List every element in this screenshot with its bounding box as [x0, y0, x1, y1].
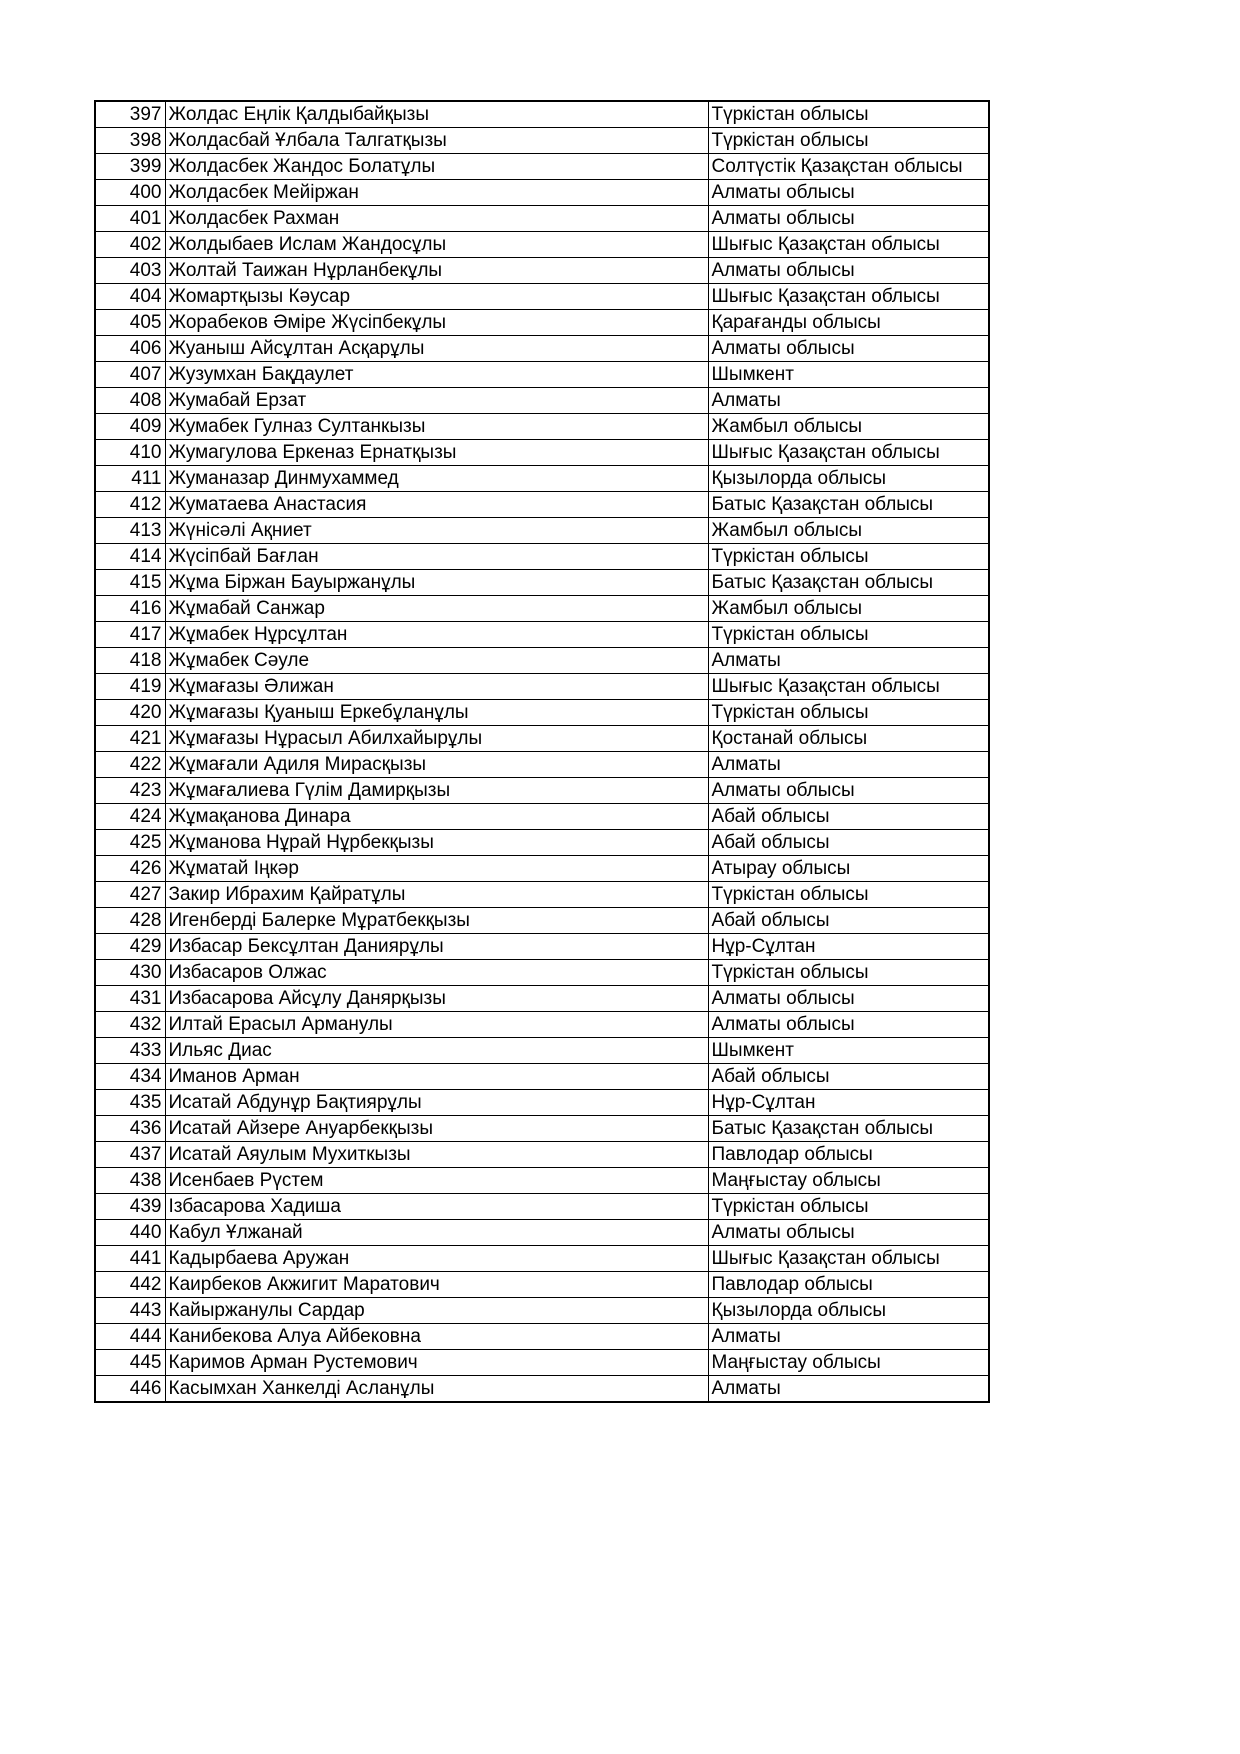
region-cell: Нұр-Сұлтан: [708, 934, 989, 960]
table-row: [95, 622, 989, 648]
full-name-cell: Жолтай Таижан Нұрланбекұлы: [165, 258, 708, 284]
full-name-cell: Жумабек Гулназ Султанкызы: [165, 414, 708, 440]
region-cell: Қостанай облысы: [708, 726, 989, 752]
row-number-cell: 440: [95, 1220, 165, 1246]
row-number-cell: 437: [95, 1142, 165, 1168]
region-cell: Шығыс Қазақстан облысы: [708, 440, 989, 466]
table-row: [95, 101, 989, 128]
table-row: [95, 518, 989, 544]
region-cell: Түркістан облысы: [708, 128, 989, 154]
region-cell: Шығыс Қазақстан облысы: [708, 232, 989, 258]
region-cell: Шығыс Қазақстан облысы: [708, 674, 989, 700]
table-row: [95, 1142, 989, 1168]
full-name-cell: Жұмағазы Қуаныш Еркебұланұлы: [165, 700, 708, 726]
region-cell: Маңғыстау облысы: [708, 1350, 989, 1376]
full-name-cell: Ильяс Диас: [165, 1038, 708, 1064]
full-name-cell: Иманов Арман: [165, 1064, 708, 1090]
region-cell: Маңғыстау облысы: [708, 1168, 989, 1194]
row-number-cell: 406: [95, 336, 165, 362]
row-number-cell: 446: [95, 1376, 165, 1403]
row-number-cell: 438: [95, 1168, 165, 1194]
region-cell: Түркістан облысы: [708, 700, 989, 726]
table-row: [95, 882, 989, 908]
full-name-cell: Жолдасбек Жандос Болатұлы: [165, 154, 708, 180]
region-cell: Алматы: [708, 752, 989, 778]
row-number-cell: 433: [95, 1038, 165, 1064]
full-name-cell: Закир Ибрахим Қайратұлы: [165, 882, 708, 908]
table-row: [95, 1220, 989, 1246]
full-name-cell: Жолдасбек Рахман: [165, 206, 708, 232]
row-number-cell: 403: [95, 258, 165, 284]
full-name-cell: Жумабай Ерзат: [165, 388, 708, 414]
region-cell: Абай облысы: [708, 830, 989, 856]
row-number-cell: 414: [95, 544, 165, 570]
table-row: [95, 1298, 989, 1324]
region-cell: Абай облысы: [708, 908, 989, 934]
full-name-cell: Канибекова Алуа Айбековна: [165, 1324, 708, 1350]
full-name-cell: Жумагулова Еркеназ Ернатқызы: [165, 440, 708, 466]
table-row: [95, 492, 989, 518]
row-number-cell: 441: [95, 1246, 165, 1272]
full-name-cell: Жузумхан Бақдаулет: [165, 362, 708, 388]
region-cell: Алматы облысы: [708, 206, 989, 232]
region-cell: Шымкент: [708, 1038, 989, 1064]
table-row: [95, 726, 989, 752]
full-name-cell: Жолдас Еңлік Қалдыбайқызы: [165, 101, 708, 128]
table-row: [95, 544, 989, 570]
full-name-cell: Ізбасарова Хадиша: [165, 1194, 708, 1220]
full-name-cell: Каримов Арман Рустемович: [165, 1350, 708, 1376]
region-cell: Жамбыл облысы: [708, 596, 989, 622]
full-name-cell: Жүсіпбай Бағлан: [165, 544, 708, 570]
table-row: [95, 1350, 989, 1376]
region-cell: Шығыс Қазақстан облысы: [708, 284, 989, 310]
table-row: [95, 180, 989, 206]
row-number-cell: 427: [95, 882, 165, 908]
table-row: [95, 232, 989, 258]
region-cell: Алматы: [708, 1324, 989, 1350]
region-cell: Атырау облысы: [708, 856, 989, 882]
table-row: [95, 1246, 989, 1272]
row-number-cell: 439: [95, 1194, 165, 1220]
row-number-cell: 436: [95, 1116, 165, 1142]
table-row: [95, 674, 989, 700]
table-row: [95, 804, 989, 830]
full-name-cell: Жұмағазы Нұрасыл Абилхайырұлы: [165, 726, 708, 752]
participants-table-body: [95, 101, 989, 1402]
table-row: [95, 1324, 989, 1350]
region-cell: Алматы облысы: [708, 986, 989, 1012]
row-number-cell: 422: [95, 752, 165, 778]
row-number-cell: 432: [95, 1012, 165, 1038]
table-row: [95, 648, 989, 674]
table-row: [95, 596, 989, 622]
row-number-cell: 435: [95, 1090, 165, 1116]
region-cell: Қызылорда облысы: [708, 1298, 989, 1324]
region-cell: Абай облысы: [708, 1064, 989, 1090]
region-cell: Алматы облысы: [708, 778, 989, 804]
table-row: [95, 960, 989, 986]
table-row: [95, 1064, 989, 1090]
full-name-cell: Жуаныш Айсұлтан Асқарұлы: [165, 336, 708, 362]
full-name-cell: Касымхан Ханкелді Асланұлы: [165, 1376, 708, 1403]
full-name-cell: Исенбаев Рүстем: [165, 1168, 708, 1194]
table-row: [95, 1090, 989, 1116]
region-cell: Нұр-Сұлтан: [708, 1090, 989, 1116]
row-number-cell: 408: [95, 388, 165, 414]
full-name-cell: Исатай Абдунұр Бақтиярұлы: [165, 1090, 708, 1116]
full-name-cell: Жұмақанова Динара: [165, 804, 708, 830]
row-number-cell: 398: [95, 128, 165, 154]
document-page: [94, 100, 988, 1403]
full-name-cell: Жұмабек Сәуле: [165, 648, 708, 674]
table-row: [95, 778, 989, 804]
row-number-cell: 402: [95, 232, 165, 258]
full-name-cell: Илтай Ерасыл Арманулы: [165, 1012, 708, 1038]
row-number-cell: 400: [95, 180, 165, 206]
full-name-cell: Исатай Аяулым Мухиткызы: [165, 1142, 708, 1168]
table-row: [95, 986, 989, 1012]
row-number-cell: 428: [95, 908, 165, 934]
region-cell: Қызылорда облысы: [708, 466, 989, 492]
row-number-cell: 416: [95, 596, 165, 622]
region-cell: Абай облысы: [708, 804, 989, 830]
full-name-cell: Кайыржанулы Сардар: [165, 1298, 708, 1324]
full-name-cell: Избасарова Айсұлу Данярқызы: [165, 986, 708, 1012]
full-name-cell: Игенберді Балерке Мұратбекқызы: [165, 908, 708, 934]
region-cell: Алматы облысы: [708, 1012, 989, 1038]
table-row: [95, 258, 989, 284]
row-number-cell: 421: [95, 726, 165, 752]
table-row: [95, 1116, 989, 1142]
region-cell: Павлодар облысы: [708, 1142, 989, 1168]
row-number-cell: 444: [95, 1324, 165, 1350]
full-name-cell: Кадырбаева Аружан: [165, 1246, 708, 1272]
full-name-cell: Кабул Ұлжанай: [165, 1220, 708, 1246]
region-cell: Жамбыл облысы: [708, 414, 989, 440]
region-cell: Алматы: [708, 388, 989, 414]
row-number-cell: 401: [95, 206, 165, 232]
region-cell: Алматы: [708, 1376, 989, 1403]
full-name-cell: Каирбеков Акжигит Маратович: [165, 1272, 708, 1298]
table-row: [95, 154, 989, 180]
table-row: [95, 362, 989, 388]
region-cell: Батыс Қазақстан облысы: [708, 492, 989, 518]
region-cell: Алматы облысы: [708, 180, 989, 206]
row-number-cell: 420: [95, 700, 165, 726]
row-number-cell: 405: [95, 310, 165, 336]
full-name-cell: Жорабеков Әміре Жүсіпбекұлы: [165, 310, 708, 336]
region-cell: Түркістан облысы: [708, 960, 989, 986]
full-name-cell: Жүнісәлі Ақниет: [165, 518, 708, 544]
region-cell: Алматы: [708, 648, 989, 674]
row-number-cell: 426: [95, 856, 165, 882]
table-row: [95, 466, 989, 492]
row-number-cell: 410: [95, 440, 165, 466]
row-number-cell: 445: [95, 1350, 165, 1376]
row-number-cell: 413: [95, 518, 165, 544]
full-name-cell: Жуматаева Анастасия: [165, 492, 708, 518]
region-cell: Түркістан облысы: [708, 544, 989, 570]
row-number-cell: 399: [95, 154, 165, 180]
region-cell: Алматы облысы: [708, 336, 989, 362]
row-number-cell: 442: [95, 1272, 165, 1298]
table-row: [95, 1038, 989, 1064]
table-row: [95, 1194, 989, 1220]
table-row: [95, 310, 989, 336]
full-name-cell: Избасар Бексұлтан Даниярұлы: [165, 934, 708, 960]
row-number-cell: 409: [95, 414, 165, 440]
table-row: [95, 1376, 989, 1403]
table-row: [95, 752, 989, 778]
table-row: [95, 206, 989, 232]
row-number-cell: 423: [95, 778, 165, 804]
full-name-cell: Жолдасбай Ұлбала Талгатқызы: [165, 128, 708, 154]
row-number-cell: 419: [95, 674, 165, 700]
table-row: [95, 284, 989, 310]
row-number-cell: 418: [95, 648, 165, 674]
table-row: [95, 128, 989, 154]
table-row: [95, 570, 989, 596]
region-cell: Батыс Қазақстан облысы: [708, 1116, 989, 1142]
full-name-cell: Исатай Айзере Ануарбекқызы: [165, 1116, 708, 1142]
table-row: [95, 414, 989, 440]
full-name-cell: Жұма Біржан Бауыржанұлы: [165, 570, 708, 596]
region-cell: Түркістан облысы: [708, 622, 989, 648]
full-name-cell: Жолдасбек Мейіржан: [165, 180, 708, 206]
full-name-cell: Жұманова Нұрай Нұрбекқызы: [165, 830, 708, 856]
row-number-cell: 415: [95, 570, 165, 596]
region-cell: Батыс Қазақстан облысы: [708, 570, 989, 596]
row-number-cell: 412: [95, 492, 165, 518]
table-row: [95, 934, 989, 960]
full-name-cell: Жұматай Іңкәр: [165, 856, 708, 882]
full-name-cell: Избасаров Олжас: [165, 960, 708, 986]
row-number-cell: 417: [95, 622, 165, 648]
region-cell: Шымкент: [708, 362, 989, 388]
row-number-cell: 431: [95, 986, 165, 1012]
full-name-cell: Жомартқызы Кәусар: [165, 284, 708, 310]
table-row: [95, 700, 989, 726]
table-row: [95, 1012, 989, 1038]
row-number-cell: 404: [95, 284, 165, 310]
row-number-cell: 424: [95, 804, 165, 830]
table-row: [95, 440, 989, 466]
table-row: [95, 1168, 989, 1194]
row-number-cell: 443: [95, 1298, 165, 1324]
region-cell: Түркістан облысы: [708, 1194, 989, 1220]
region-cell: Павлодар облысы: [708, 1272, 989, 1298]
row-number-cell: 407: [95, 362, 165, 388]
table-row: [95, 908, 989, 934]
region-cell: Шығыс Қазақстан облысы: [708, 1246, 989, 1272]
table-row: [95, 388, 989, 414]
row-number-cell: 397: [95, 101, 165, 128]
row-number-cell: 429: [95, 934, 165, 960]
table-row: [95, 830, 989, 856]
row-number-cell: 411: [95, 466, 165, 492]
full-name-cell: Жұмабай Санжар: [165, 596, 708, 622]
full-name-cell: Жұмабек Нұрсұлтан: [165, 622, 708, 648]
region-cell: Жамбыл облысы: [708, 518, 989, 544]
region-cell: Алматы облысы: [708, 1220, 989, 1246]
table-row: [95, 336, 989, 362]
region-cell: Түркістан облысы: [708, 882, 989, 908]
row-number-cell: 430: [95, 960, 165, 986]
full-name-cell: Жұмағалиева Гүлім Дамирқызы: [165, 778, 708, 804]
row-number-cell: 425: [95, 830, 165, 856]
participants-table: [94, 100, 990, 1403]
full-name-cell: Жуманазар Динмухаммед: [165, 466, 708, 492]
full-name-cell: Жұмағали Адиля Мирасқызы: [165, 752, 708, 778]
row-number-cell: 434: [95, 1064, 165, 1090]
region-cell: Солтүстік Қазақстан облысы: [708, 154, 989, 180]
region-cell: Қарағанды облысы: [708, 310, 989, 336]
region-cell: Түркістан облысы: [708, 101, 989, 128]
region-cell: Алматы облысы: [708, 258, 989, 284]
table-row: [95, 1272, 989, 1298]
table-row: [95, 856, 989, 882]
full-name-cell: Жұмағазы Әлижан: [165, 674, 708, 700]
full-name-cell: Жолдыбаев Ислам Жандосұлы: [165, 232, 708, 258]
